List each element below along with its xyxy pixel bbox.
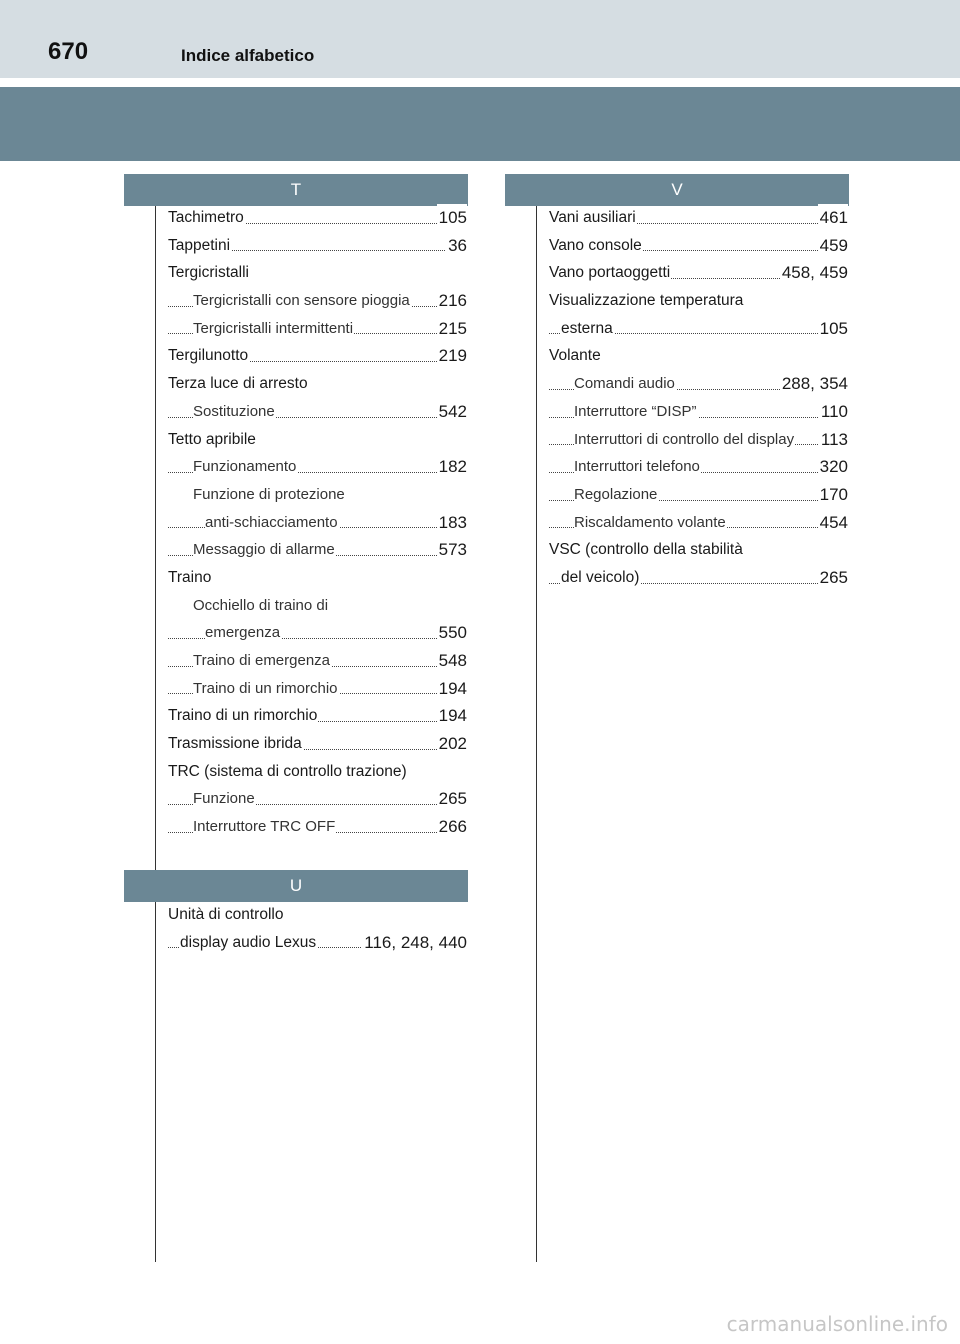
entry-label: Tetto apribile (168, 430, 256, 448)
entry-label: Unità di controllo (168, 906, 284, 923)
entry-label: Interruttori telefono (574, 458, 700, 476)
index-entry (549, 426, 848, 454)
entry-label: display audio Lexus (180, 933, 317, 951)
entry-page-ref[interactable]: 105 (818, 315, 848, 343)
index-entry (168, 259, 467, 287)
index-entry (549, 315, 848, 343)
entry-label: Vano portaoggetti (549, 264, 671, 282)
entry-label: Funzione (193, 790, 255, 808)
column-rule-left (155, 200, 156, 1262)
entry-label: Riscaldamento volante (574, 513, 726, 531)
entry-label: Vani ausiliari (549, 209, 636, 226)
entry-label: Visualizzazione temperatura (549, 292, 744, 310)
entry-label: Tergicristalli (168, 264, 249, 282)
watermark: carmanualsonline.info (726, 1312, 948, 1336)
entry-page-ref[interactable]: 113 (819, 426, 848, 454)
index-entry (549, 509, 848, 537)
index-entry (168, 702, 467, 730)
index-entry (168, 536, 467, 564)
index-entry (168, 730, 467, 758)
entry-label: Interruttori di controllo del display (574, 430, 795, 448)
entry-page-ref[interactable]: 194 (437, 702, 467, 730)
index-entry (168, 204, 467, 232)
section-header-u: U (124, 870, 468, 902)
index-entry (168, 647, 467, 675)
index-entry (168, 287, 467, 315)
index-entry (168, 370, 467, 398)
index-entry (168, 758, 467, 786)
entry-page-ref[interactable]: 105 (437, 204, 467, 232)
index-entry (168, 592, 467, 620)
index-entry (549, 287, 848, 315)
index-entry (168, 426, 467, 454)
entry-label: VSC (controllo della stabilità (549, 541, 743, 559)
entry-page-ref[interactable]: 182 (437, 453, 467, 481)
index-entry (549, 232, 848, 260)
page-title: Indice alfabetico (181, 46, 315, 65)
entry-label: Traino di un rimorchio (193, 679, 338, 697)
column-rule-right (536, 200, 537, 1262)
entry-page-ref[interactable]: 459 (818, 232, 848, 260)
entry-page-ref[interactable]: 194 (437, 675, 467, 703)
entry-label: Tergicristalli con sensore pioggia (193, 292, 410, 310)
entry-page-ref[interactable]: 573 (437, 536, 467, 564)
index-entry (168, 453, 467, 481)
entry-label: Tergicristalli intermittenti (193, 319, 354, 337)
index-entry (168, 813, 467, 841)
entry-page-ref[interactable]: 110 (819, 398, 848, 426)
index-entry (168, 509, 467, 537)
entry-page-ref[interactable]: 266 (437, 813, 467, 841)
entry-label: esterna (561, 319, 613, 337)
entry-page-ref[interactable]: 288, 354 (780, 370, 848, 398)
index-entry (549, 564, 848, 592)
entry-page-ref[interactable]: 454 (818, 509, 848, 537)
entry-label: emergenza (205, 624, 281, 642)
entry-page-ref[interactable]: 542 (437, 398, 467, 426)
entry-label: Terza luce di arresto (168, 375, 308, 393)
entry-label: Tergilunotto (168, 347, 249, 365)
index-entry (549, 342, 848, 370)
entry-label: Comandi audio (574, 375, 675, 393)
index-list-v (549, 204, 848, 592)
index-entry (549, 398, 848, 426)
index-entry (168, 564, 467, 592)
section-header-t: T (124, 174, 468, 206)
entry-label: Messaggio di allarme (193, 541, 335, 559)
entry-label: Trasmissione ibrida (168, 735, 302, 753)
entry-page-ref[interactable]: 116, 248, 440 (362, 929, 467, 957)
entry-page-ref[interactable]: 36 (446, 232, 467, 260)
entry-label: Volante (549, 347, 601, 365)
entry-page-ref[interactable]: 461 (818, 204, 848, 232)
index-entry (168, 901, 467, 929)
entry-label: anti-schiacciamento (205, 513, 338, 531)
entry-page-ref[interactable]: 265 (818, 564, 848, 592)
entry-label: Occhiello di traino di (193, 596, 329, 614)
entry-page-ref[interactable]: 548 (437, 647, 467, 675)
index-entry (168, 675, 467, 703)
entry-page-ref[interactable]: 550 (437, 619, 467, 647)
page-number: 670 (48, 38, 89, 65)
entry-label: del veicolo) (561, 568, 640, 586)
entry-page-ref[interactable]: 216 (437, 287, 467, 315)
index-list-t (168, 204, 467, 841)
entry-label: Tachimetro (168, 209, 244, 226)
entry-label: Interruttore TRC OFF (193, 818, 336, 836)
index-entry (168, 398, 467, 426)
index-entry (168, 785, 467, 813)
entry-label: Tappetini (168, 236, 231, 254)
entry-page-ref[interactable]: 320 (818, 453, 848, 481)
index-entry (549, 453, 848, 481)
index-entry (549, 259, 848, 287)
entry-label: Sostituzione (193, 402, 275, 420)
section-header-v: V (505, 174, 849, 206)
index-entry (168, 481, 467, 509)
index-entry (549, 370, 848, 398)
entry-label: TRC (sistema di controllo trazione) (168, 762, 407, 780)
entry-label: Funzione di protezione (193, 485, 345, 503)
entry-page-ref[interactable]: 202 (437, 730, 467, 758)
entry-page-ref[interactable]: 183 (437, 509, 467, 537)
index-entry (549, 204, 848, 232)
entry-label: Traino di un rimorchio (168, 707, 318, 725)
entry-page-ref[interactable]: 219 (437, 342, 467, 370)
index-entry (168, 315, 467, 343)
index-list-u (168, 901, 467, 956)
index-entry (549, 536, 848, 564)
entry-page-ref[interactable]: 215 (437, 315, 467, 343)
entry-page-ref[interactable]: 170 (818, 481, 848, 509)
entry-label: Traino (168, 568, 212, 586)
index-entry (168, 929, 467, 957)
entry-label: Regolazione (574, 485, 658, 503)
index-entry (168, 342, 467, 370)
entry-label: Traino di emergenza (193, 652, 331, 669)
index-entry (168, 619, 467, 647)
entry-page-ref[interactable]: 458, 459 (780, 259, 848, 287)
header-band (0, 0, 960, 78)
index-entry (549, 481, 848, 509)
header-accent-bar (0, 87, 960, 161)
entry-label: Vano console (549, 236, 642, 254)
entry-label: Funzionamento (193, 458, 297, 476)
entry-page-ref[interactable]: 265 (437, 785, 467, 813)
entry-label: Interruttore “DISP” (574, 402, 697, 420)
index-entry (168, 232, 467, 260)
